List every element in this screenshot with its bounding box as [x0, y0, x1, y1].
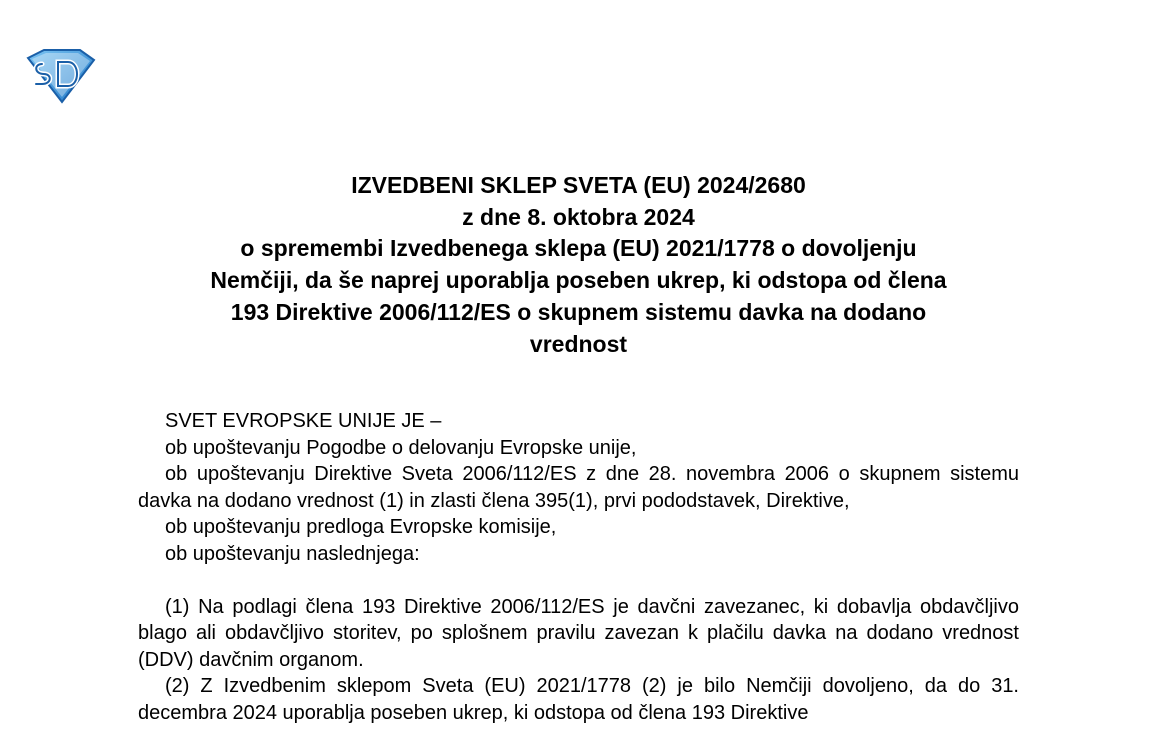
preamble-line: ob upoštevanju predloga Evropske komisije, — [165, 516, 557, 538]
recital-paragraph: (1) Na podlagi člena 193 Direktive 2006/112/ES je davčni zavezanec, ki dobavlja obdavčljivo blago ali obdavčljivo storitev, po splošnem pravilu zavezan k plačilu davka na dodano vrednost (DDV) davčnim organom. — [138, 595, 1019, 671]
preamble-line: ob upoštevanju naslednjega: — [165, 542, 420, 565]
sd-shield-logo-icon — [22, 48, 96, 104]
title-line: vrednost — [529, 330, 628, 357]
preamble-line: ob upoštevanju Pogodbe o delovanju Evropske unije, — [165, 436, 637, 459]
recital-paragraph: (2) Z Izvedbenim sklepom Sveta (EU) 2021/1778 (2) je bilo Nemčiji dovoljeno, da do 31. decembra 2024 uporablja poseben ukrep, ki odstopa od člena 193 Direktive — [138, 675, 1019, 724]
document-title — [120, 170, 1037, 360]
document-body — [138, 408, 1019, 726]
title-line: z dne 8. oktobra 2024 — [462, 203, 695, 230]
preamble-line: SVET EVROPSKE UNIJE JE – — [165, 410, 442, 432]
title-line: IZVEDBENI SKLEP SVETA (EU) 2024/2680 — [351, 172, 806, 198]
title-line: o spremembi Izvedbenega sklepa (EU) 2021/1778 o dovoljenju — [240, 235, 917, 262]
title-line: 193 Direktive 2006/112/ES o skupnem sistemu davka na dodano — [230, 298, 927, 325]
preamble-line: ob upoštevanju Direktive Sveta 2006/112/ES z dne 28. novembra 2006 o skupnem sistemu davka na dodano vrednost (1) in zlasti člena 395(1), prvi pododstavek, Direktive, — [138, 463, 1019, 512]
title-line: Nemčiji, da še naprej uporablja poseben ukrep, ki odstopa od člena — [210, 267, 947, 294]
paragraph-spacer — [138, 567, 1019, 594]
